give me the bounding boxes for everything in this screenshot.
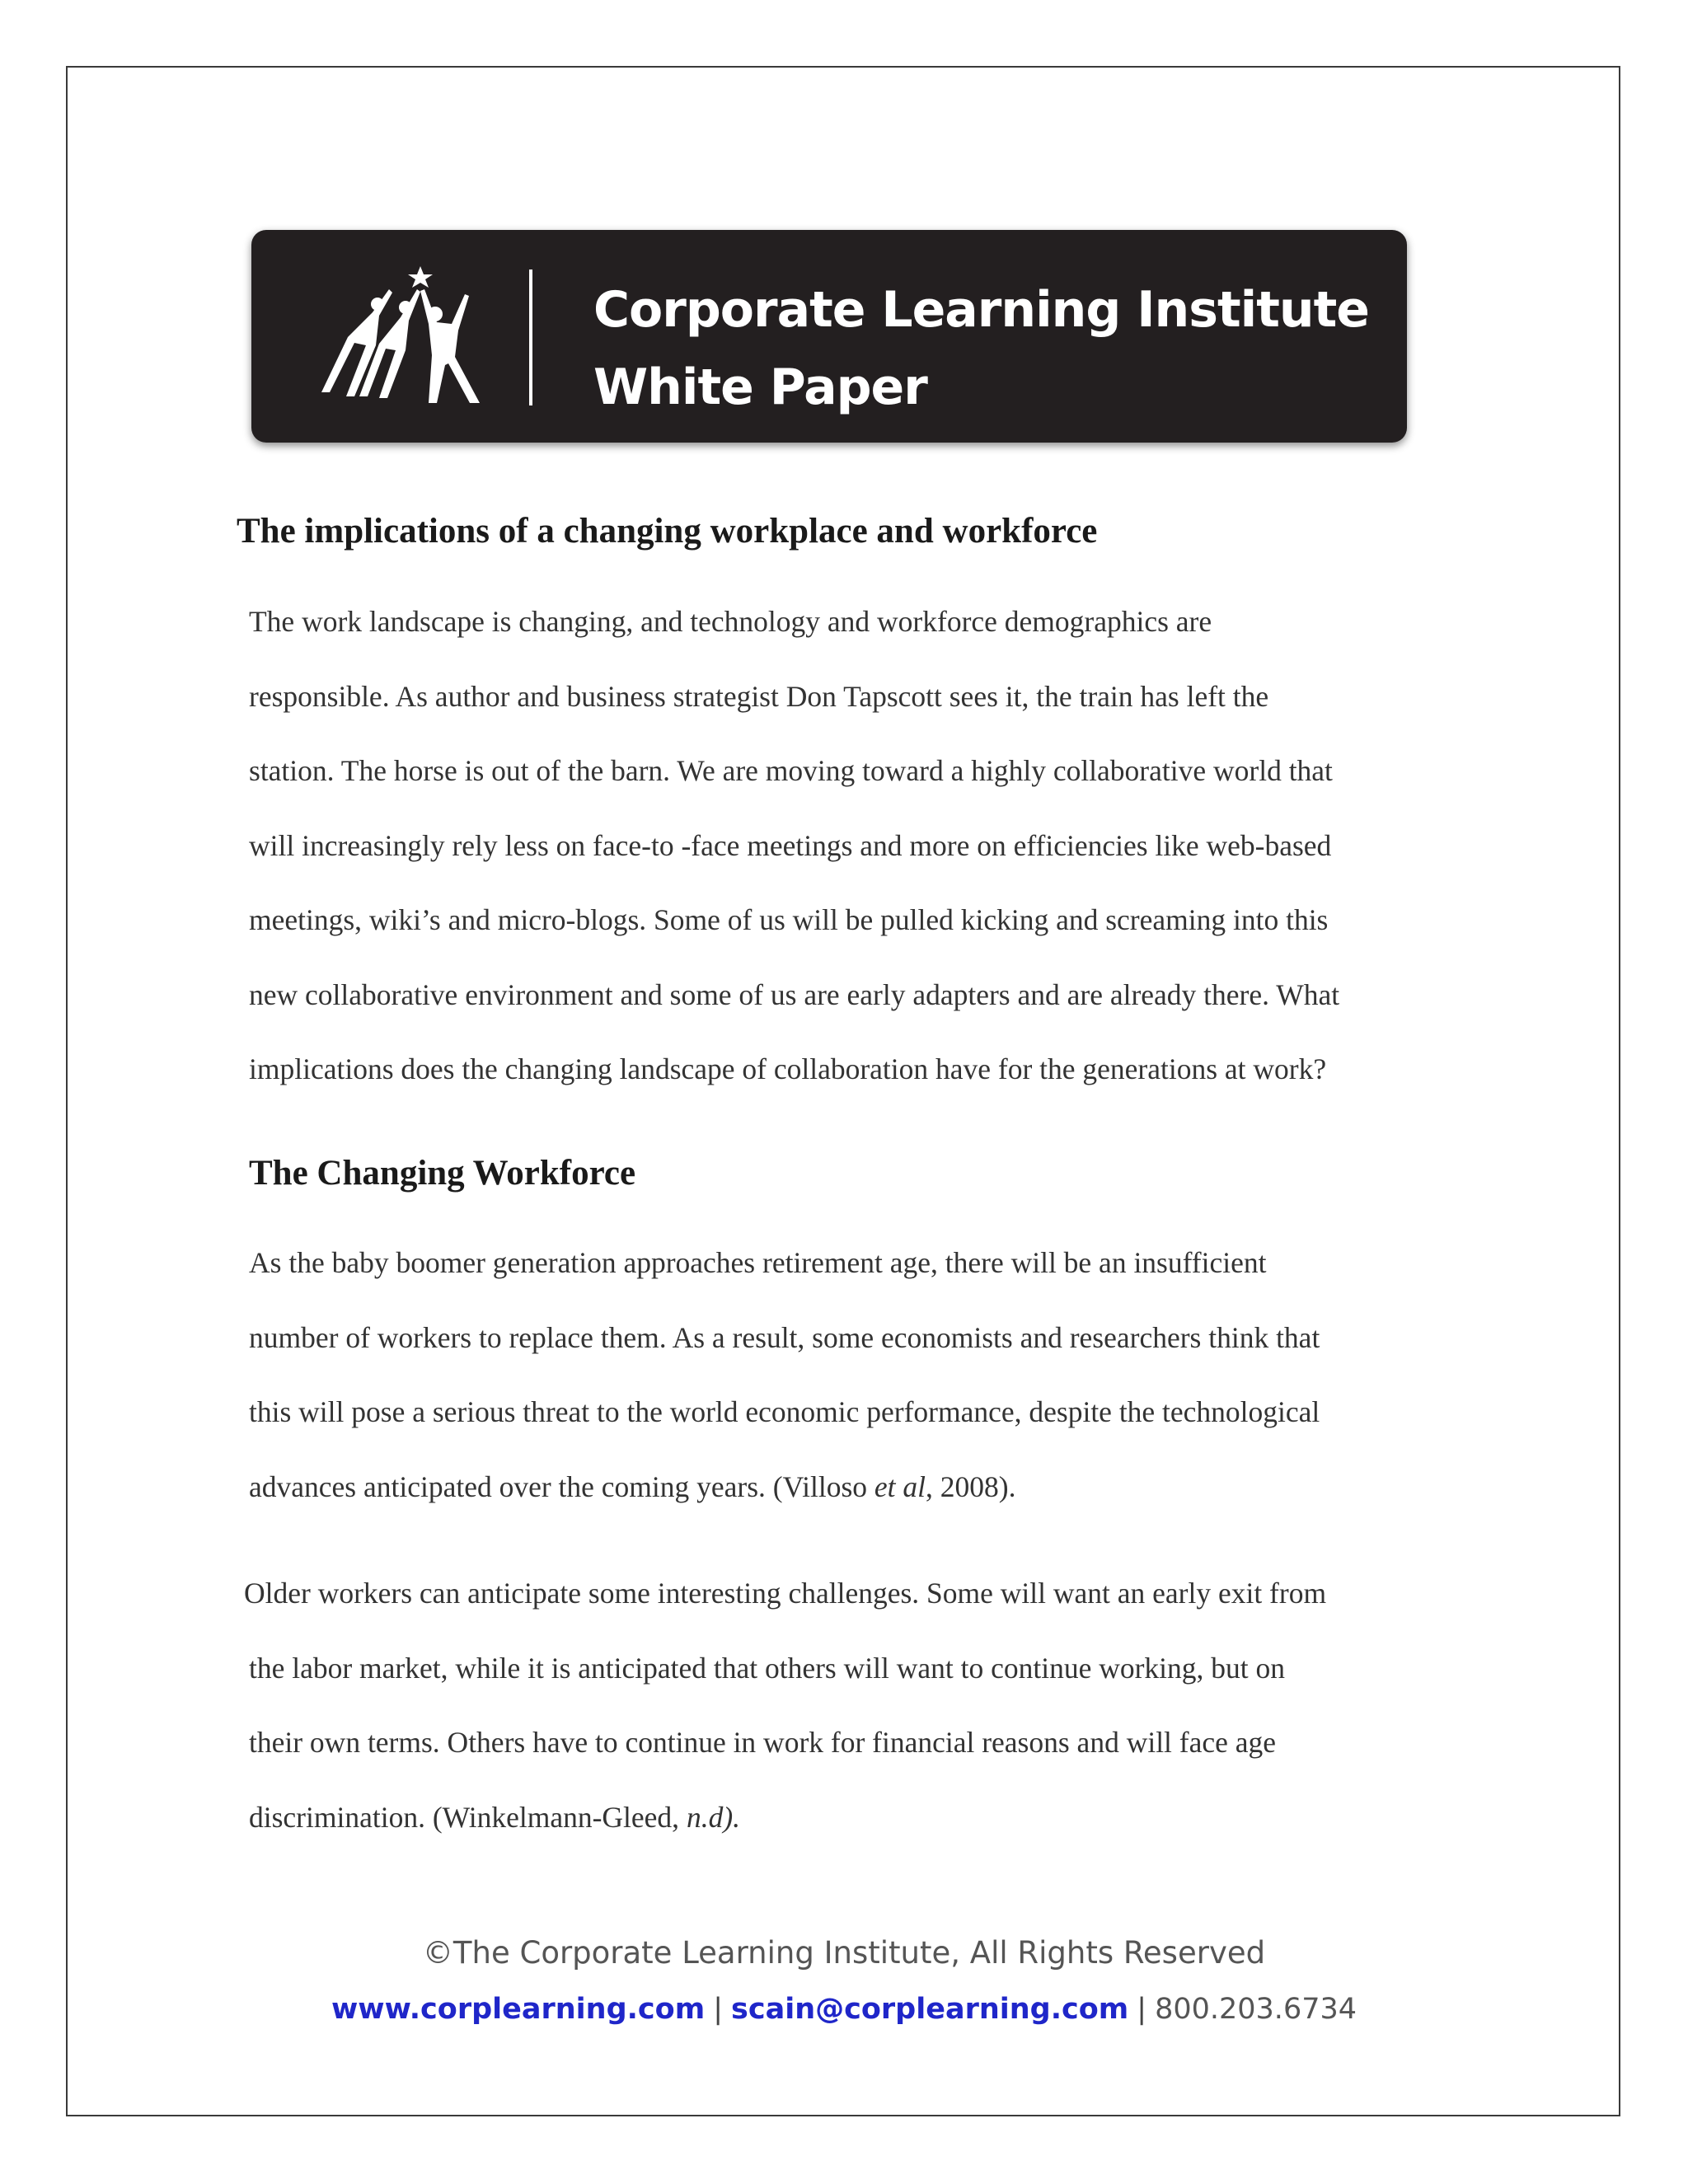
email-link[interactable]: scain@corplearning.com <box>731 1993 1129 2026</box>
phone-number: 800.203.6734 <box>1155 1993 1357 2026</box>
paragraph-line <box>249 1780 1326 1855</box>
banner-title-line2: White Paper <box>593 359 927 416</box>
paragraph-line: responsible. As author and business strategist Don Tapscott sees it, the train has left the <box>249 679 1269 713</box>
citation-italic: n.d). <box>686 1800 741 1834</box>
footer-contact <box>0 1993 1688 2026</box>
paragraph-line: the labor market, while it is anticipated that others will want to continue working, but on <box>249 1651 1286 1685</box>
website-link[interactable]: www.corplearning.com <box>331 1993 706 2026</box>
footer-separator: | <box>1137 1993 1147 2026</box>
reaching-figures-logo-icon <box>297 265 486 411</box>
paragraph-line: will increasingly rely less on face-to -face meetings and more on efficiencies like web-based <box>249 828 1332 862</box>
paragraph-line <box>249 1450 1320 1525</box>
footer-separator: | <box>713 1993 723 2026</box>
citation-text: advances anticipated over the coming years. (Villoso <box>249 1469 874 1503</box>
paragraph-line: As the baby boomer generation approaches retirement age, there will be an insufficient <box>249 1246 1267 1279</box>
paragraph-line: their own terms. Others have to continue in work for financial reasons and will face age <box>249 1726 1277 1759</box>
paragraph-line: implications does the changing landscape of collaboration have for the generations at work? <box>249 1052 1327 1085</box>
footer-copyright: ©The Corporate Learning Institute, All Rights Reserved <box>422 1935 1266 1971</box>
paragraph-line: new collaborative environment and some of us are early adapters and are already there. What <box>249 977 1340 1011</box>
section2-heading: The Changing Workforce <box>249 1154 636 1193</box>
section1-paragraph <box>249 584 1339 1107</box>
banner-title <box>593 271 1369 426</box>
citation-text: discrimination. (Winkelmann-Gleed, <box>249 1800 687 1834</box>
paragraph-line: this will pose a serious threat to the world economic performance, despite the technological <box>249 1395 1320 1428</box>
paragraph-line: Older workers can anticipate some interesting challenges. Some will want an early exit from <box>244 1577 1327 1610</box>
header-banner <box>251 230 1407 443</box>
section1-heading: The implications of a changing workplace and workforce <box>237 512 1098 551</box>
paragraph-line: station. The horse is out of the barn. We are moving toward a highly collaborative world that <box>249 754 1333 787</box>
paragraph-line: The work landscape is changing, and technology and workforce demographics are <box>249 605 1212 638</box>
banner-divider <box>529 269 532 405</box>
paragraph-line: meetings, wiki’s and micro-blogs. Some of us will be pulled kicking and screaming into this <box>249 903 1329 936</box>
citation-italic: et al <box>874 1469 926 1503</box>
section2-paragraph-2 <box>244 1556 1326 1854</box>
paragraph-line: number of workers to replace them. As a result, some economists and researchers think that <box>249 1320 1320 1354</box>
citation-year: , 2008). <box>926 1469 1016 1503</box>
section2-paragraph-1 <box>249 1226 1320 1524</box>
banner-title-line1: Corporate Learning Institute <box>593 281 1369 339</box>
